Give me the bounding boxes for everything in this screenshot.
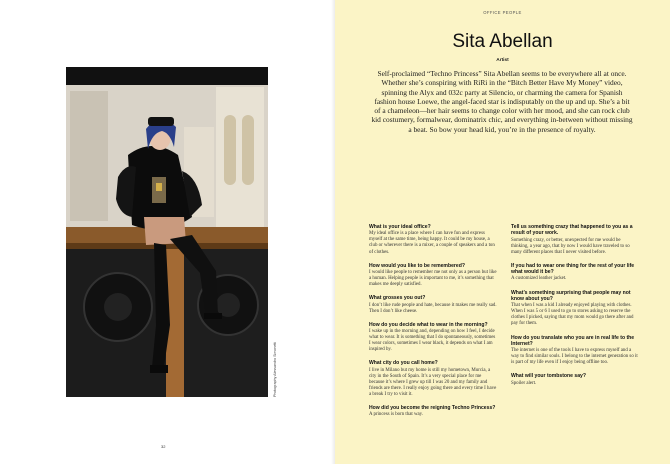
qa-item xyxy=(369,295,497,314)
answer: I wake up in the morning and, depending on how I feel, I decide what to wear. It is something that I do spontaneously, sometimes I wear colors, sometimes I wear black, it depends on what I am inspired by. xyxy=(369,329,496,353)
question: How did you become the reigning Techno Princess? xyxy=(369,405,496,412)
question: If you had to wear one thing for the rest of your life what would it be? xyxy=(511,262,635,276)
answer: My ideal office is a place where I can have fun and express myself at the same time, being happy. It could be my house, a club or wherever there is a mixer, a couple of speakers and a ton of clothes. xyxy=(369,231,495,255)
answer: I would like people to remember me not only as a person but like a human. Helping people is important to me, it’s something that makes me deeply satisfied. xyxy=(369,269,497,288)
portrait-photo xyxy=(66,67,268,397)
photo-credit: Photography Alessandro Simonetti xyxy=(273,341,277,397)
question: How would you like to be remembered? xyxy=(369,262,465,269)
question: What will your tombstone say? xyxy=(511,373,586,380)
qa-item xyxy=(511,290,639,328)
right-page xyxy=(335,0,670,464)
question: What grosses you out? xyxy=(369,295,426,302)
answer: I don’t like rude people and hate, because it makes me really sad. Then I don’t like cheese. xyxy=(369,302,497,314)
answer: I live in Milano but my home is still my hometown, Murcia, a city in the South of Spain. It’s a very special place for me because it’s where I grew up till I was 20 and my family and friends are there. I really enjoy going there and every time I have a break I try to visit it. xyxy=(369,367,497,398)
question: How do you translate who you are in real life to the Internet? xyxy=(511,334,635,347)
intro-paragraph: Self-proclaimed “Techno Princess” Sita Abellan seems to be everywhere all at once. Whether she’s conspiring with RiRi in the “Bitch Better Have My Money” video, spinning the Alyx and 032c party at Silencio, or charming the camera for Spanish fashion house Loewe, the angel-faced star is indisputably on the up and up. She’s a bit of a chameleon—her hair seems to change color with her mood, and she can rock club kid costumery, formalwear, dominatrix chic, and everything in-between without missing a beat. So bow your head kid, you’re in the presence of royalty. xyxy=(371,69,633,134)
question: Tell us something crazy that happened to you as a result of your work. xyxy=(511,224,633,237)
answer: A customized leather jacket. xyxy=(511,276,567,282)
qa-column-right xyxy=(511,224,639,394)
article-title: Sita Abellan xyxy=(452,31,553,52)
qa-item xyxy=(511,263,639,283)
qa-item xyxy=(369,263,497,289)
question: What is your ideal office? xyxy=(369,224,431,230)
question: What city do you call home? xyxy=(369,360,438,367)
qa-item xyxy=(369,224,497,256)
answer: Something crazy, or better, unexpected for me would be thinking, a year ago, that by now I would have traveled to so many different places that I never visited before. xyxy=(511,237,630,255)
qa-item xyxy=(511,335,639,367)
qa-column-left xyxy=(369,224,497,426)
question: How do you decide what to wear in the morning? xyxy=(369,321,488,328)
qa-item xyxy=(369,322,497,354)
qa-item xyxy=(369,405,497,418)
qa-item xyxy=(511,373,639,386)
qa-item xyxy=(369,360,497,398)
answer: The internet is one of the tools I have to express myself and a way to find similar souls. I belong to the internet generation so it is part of my life even if I enjoy being offline too. xyxy=(511,348,638,366)
answer: Spoiler alert. xyxy=(511,380,537,386)
answer: A princess is born that way. xyxy=(369,412,424,418)
section-label: OFFICE PEOPLE xyxy=(483,10,522,15)
answer: That when I was a kid I already enjoyed playing with clothes. When I was 5 or 6 I used to go to stores asking to reserve the clothes I picked, saying that my mom would go there after and pay for them. xyxy=(511,303,634,327)
page-number: 32 xyxy=(161,444,166,449)
question: What’s something surprising that people may not know about you? xyxy=(511,289,631,302)
article-subtitle: Artist xyxy=(496,58,509,63)
qa-item xyxy=(511,224,639,256)
